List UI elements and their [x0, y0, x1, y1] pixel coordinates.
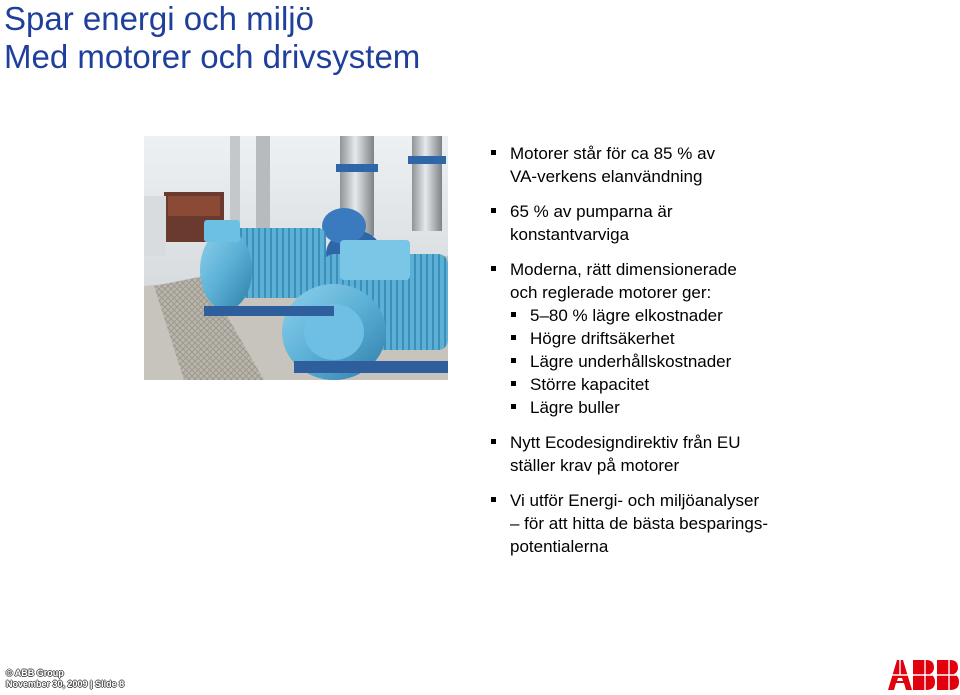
bullet-item	[490, 431, 950, 477]
bullet-line: VA-verkens elanvändning	[510, 167, 703, 186]
pump-room-illustration	[144, 136, 448, 380]
pump-motor-photo	[144, 136, 448, 380]
bullet-line: – för att hitta de bästa besparings-	[510, 514, 768, 533]
bullet-line: ställer krav på motorer	[510, 456, 680, 475]
bullet-line: Moderna, rätt dimensionerade	[510, 260, 737, 279]
slide-date-number: November 30, 2009 | Slide 8	[6, 679, 125, 689]
bullet-line: 65 % av pumparna är	[510, 202, 673, 221]
copyright: © ABB Group	[6, 668, 64, 678]
bullet-list	[490, 142, 950, 570]
bullet-item	[490, 200, 950, 246]
bullet-item	[490, 258, 950, 419]
sub-bullet-item: Större kapacitet	[510, 373, 950, 396]
sub-bullet-list	[510, 304, 950, 419]
slide-footer	[6, 668, 124, 690]
sub-bullet-item: Lägre buller	[510, 396, 950, 419]
bullet-line: Vi utför Energi- och miljöanalyser	[510, 491, 760, 510]
sub-bullet-item: Högre driftsäkerhet	[510, 327, 950, 350]
bullet-item	[490, 142, 950, 188]
bullet-line: och reglerade motorer ger:	[510, 283, 712, 302]
bullet-line: Nytt Ecodesigndirektiv från EU	[510, 433, 741, 452]
slide-title	[4, 0, 420, 76]
title-line-1: Spar energi och miljö	[4, 0, 314, 37]
bullet-item	[490, 489, 950, 558]
sub-bullet-item: Lägre underhållskostnader	[510, 350, 950, 373]
sub-bullet-item: 5–80 % lägre elkostnader	[510, 304, 950, 327]
bullet-line: Motorer står för ca 85 % av	[510, 144, 716, 163]
bullet-line: konstantvarviga	[510, 225, 630, 244]
abb-logo-icon	[888, 660, 960, 690]
bullet-line: potentialerna	[510, 537, 609, 556]
abb-logo	[888, 660, 960, 690]
title-line-2: Med motorer och drivsystem	[4, 38, 421, 75]
